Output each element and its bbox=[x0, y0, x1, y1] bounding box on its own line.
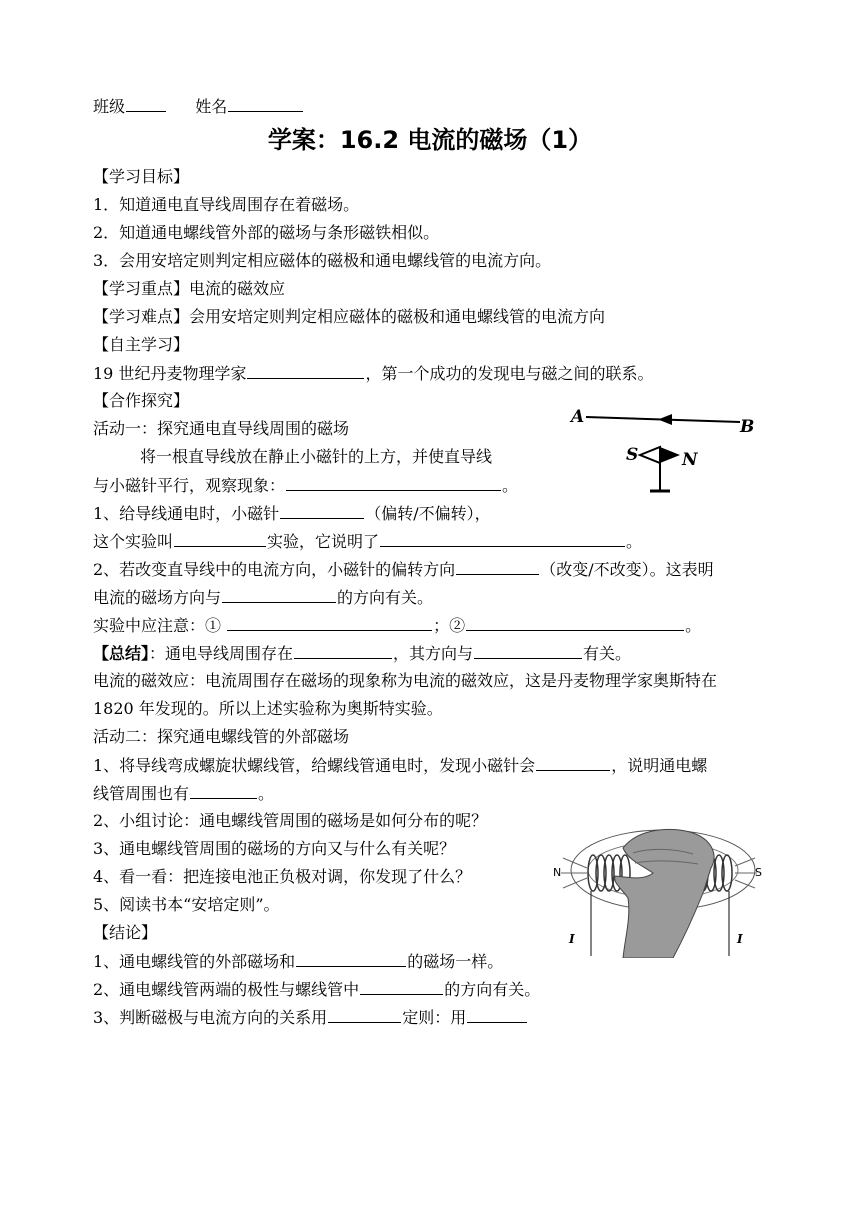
explore-heading: 【合作探究】 bbox=[93, 391, 190, 410]
note-1-label: 实验中应注意：① bbox=[93, 616, 222, 635]
explanation-blank[interactable] bbox=[380, 530, 625, 547]
oersted-experiment-figure bbox=[568, 400, 768, 500]
class-label: 班级 bbox=[93, 97, 126, 116]
activity1-title: 活动一：探究通电直导线周围的磁场 bbox=[93, 419, 350, 438]
summary-text-2: ，其方向与 bbox=[393, 644, 474, 663]
c3-text: 3、判断磁极与电流方向的关系用 bbox=[93, 1008, 328, 1027]
activity1-notes: 实验中应注意：① ；② 。 bbox=[93, 616, 702, 635]
q1b-text-2: 实验，它说明了 bbox=[267, 532, 380, 551]
goal-item-3: 3．会用安培定则判定相应磁体的磁极和通电螺线管的电流方向。 bbox=[93, 251, 552, 270]
c2-text-2: 的方向有关。 bbox=[444, 980, 541, 999]
summary-text-3: 有关。 bbox=[583, 644, 632, 663]
solenoid-field-blank[interactable] bbox=[190, 782, 257, 799]
self-study-question bbox=[93, 362, 653, 385]
hand-blank[interactable] bbox=[467, 1006, 527, 1023]
needle-blank[interactable] bbox=[536, 754, 610, 771]
activity1-summary bbox=[93, 642, 631, 665]
c1-text-2: 的磁场一样。 bbox=[407, 952, 504, 971]
activity2-q4: 4、看一看：把连接电池正负极对调，你发现了什么？ bbox=[93, 867, 472, 886]
direction-change-blank[interactable] bbox=[456, 558, 539, 575]
current-direction-blank[interactable] bbox=[360, 978, 443, 995]
activity2-q3: 3、通电螺线管周围的磁场的方向又与什么有关呢？ bbox=[93, 839, 456, 858]
summary-label: 【总结】 bbox=[93, 644, 150, 663]
effect-line-1: 电流的磁效应：电流周围存在磁场的现象称为电流的磁效应，这是丹麦物理学家奥斯特在 bbox=[93, 671, 718, 690]
q1a-options: （偏转/不偏转）， bbox=[365, 504, 491, 523]
name-blank[interactable] bbox=[228, 95, 303, 112]
deflect-blank[interactable] bbox=[280, 502, 364, 519]
activity1-q1a bbox=[93, 502, 491, 525]
activity1-q2b bbox=[93, 586, 433, 609]
q1a-text: 1、给导线通电时，小磁针 bbox=[93, 504, 280, 523]
q2a-options: （改变/不改变）。这表明 bbox=[540, 560, 714, 579]
note-1-blank[interactable] bbox=[227, 614, 432, 631]
self-study-before: 19 世纪丹麦物理学家 bbox=[93, 364, 247, 383]
activity1-q1b: 这个实验叫 实验，它说明了 。 bbox=[93, 532, 643, 551]
q1b-text: 这个实验叫 bbox=[93, 532, 174, 551]
activity2-q5: 5、阅读书本“安培定则”。 bbox=[93, 895, 280, 914]
activity1-q2a bbox=[93, 558, 714, 581]
goal-item-2: 2．知道通电螺线管外部的磁场与条形磁铁相似。 bbox=[93, 223, 440, 242]
field-direction-blank[interactable] bbox=[222, 586, 336, 603]
note-2-label: ；② bbox=[433, 616, 466, 635]
effect-line-2: 1820 年发现的。所以上述实验称为奥斯特实验。 bbox=[93, 699, 443, 718]
header-line bbox=[93, 95, 304, 118]
observe-blank[interactable] bbox=[286, 474, 501, 491]
page-title: 学案：16.2 电流的磁场（1） bbox=[267, 126, 593, 154]
pole-label-n: N bbox=[553, 866, 562, 879]
activity1-p1b: 与小磁针平行，观察现象： bbox=[93, 476, 286, 495]
q2b-text: 电流的磁场方向与 bbox=[93, 588, 222, 607]
needle-label-s: S bbox=[626, 445, 639, 465]
summary-text: ：通电导线周围存在 bbox=[149, 644, 294, 663]
c2-text: 2、通电螺线管两端的极性与螺线管中 bbox=[93, 980, 360, 999]
conclusion-heading: 【结论】 bbox=[93, 923, 158, 942]
c1-text: 1、通电螺线管的外部磁场和 bbox=[93, 952, 296, 971]
name-label: 姓名 bbox=[195, 97, 228, 116]
needle-label-n: N bbox=[682, 450, 698, 470]
wire-label-a: A bbox=[571, 407, 585, 427]
a2-q1a-text-2: ，说明通电螺 bbox=[611, 756, 708, 775]
q2b-text-2: 的方向有关。 bbox=[337, 588, 434, 607]
current-label-right: I bbox=[737, 932, 743, 946]
conclusion-2 bbox=[93, 978, 540, 1001]
current-label-left: I bbox=[569, 932, 575, 946]
compass-needle-south-icon bbox=[640, 447, 660, 463]
difficulty-line: 【学习难点】会用安培定则判定相应磁体的磁极和通电螺线管的电流方向 bbox=[93, 307, 606, 326]
a2-q1b-text: 线管周围也有 bbox=[93, 784, 190, 803]
activity2-title: 活动二：探究通电螺线管的外部磁场 bbox=[93, 727, 350, 746]
rule-name-blank[interactable] bbox=[328, 1006, 401, 1023]
conclusion-3 bbox=[93, 1006, 528, 1029]
activity2-q1b: 线管周围也有 。 bbox=[93, 784, 275, 803]
self-study-heading: 【自主学习】 bbox=[93, 335, 190, 354]
magnet-type-blank[interactable] bbox=[296, 950, 406, 967]
self-study-after: ，第一个成功的发现电与磁之间的联系。 bbox=[365, 364, 654, 383]
ampere-rule-figure bbox=[553, 818, 763, 958]
experiment-name-blank[interactable] bbox=[174, 530, 266, 547]
activity2-q2: 2、小组讨论：通电螺线管周围的磁场是如何分布的呢？ bbox=[93, 811, 488, 830]
a2-q1a-text: 1、将导线弯成螺旋状螺线管，给螺线管通电时，发现小磁针会 bbox=[93, 756, 536, 775]
physicist-blank[interactable] bbox=[247, 362, 364, 379]
note-2-blank[interactable] bbox=[466, 614, 684, 631]
q2a-text: 2、若改变直导线中的电流方向，小磁针的偏转方向 bbox=[93, 560, 456, 579]
current-arrow-icon bbox=[658, 414, 672, 425]
goal-item-1: 1．知道通电直导线周围存在着磁场。 bbox=[93, 195, 360, 214]
class-blank[interactable] bbox=[126, 95, 166, 112]
goals-heading: 【学习目标】 bbox=[93, 167, 190, 186]
activity1-p1b-line: 与小磁针平行，观察现象： 。 bbox=[93, 476, 519, 495]
summary-field-blank[interactable] bbox=[294, 642, 392, 659]
compass-needle-north-icon bbox=[660, 447, 680, 463]
conclusion-1 bbox=[93, 950, 503, 973]
focus-line: 【学习重点】电流的磁效应 bbox=[93, 279, 286, 298]
activity2-q1a bbox=[93, 754, 707, 777]
summary-direction-blank[interactable] bbox=[474, 642, 582, 659]
activity1-p1a: 将一根直导线放在静止小磁针的上方，并使直导线 bbox=[140, 447, 493, 466]
wire-label-b: B bbox=[740, 417, 755, 437]
c3-text-2: 定则：用 bbox=[402, 1008, 467, 1027]
pole-label-s: S bbox=[755, 866, 762, 879]
